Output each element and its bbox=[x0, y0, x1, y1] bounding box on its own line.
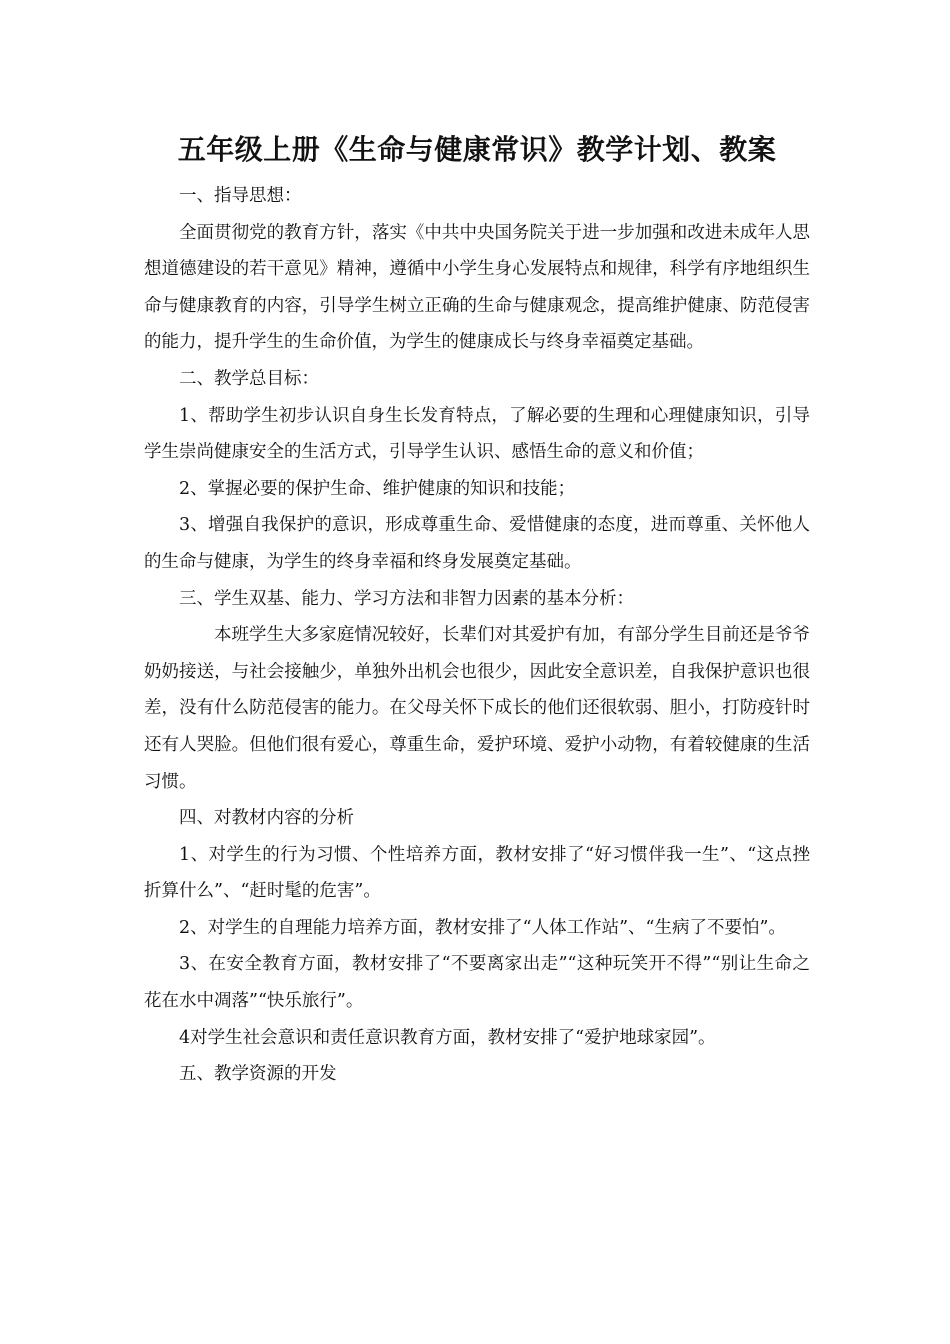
paragraph-textbook-3: 3、在安全教育方面，教材安排了“不要离家出走”“这种玩笑开不得”“别让生命之花在水中凋落”“快乐旅行”。 bbox=[144, 954, 810, 1012]
document-title: 五年级上册《生命与健康常识》教学计划、教案 bbox=[177, 133, 777, 166]
heading-guiding-ideology: 一、指导思想： bbox=[179, 186, 302, 206]
heading-teaching-goals: 二、教学总目标： bbox=[179, 368, 319, 389]
paragraph-student-analysis: 本班学生大多家庭情况较好，长辈们对其爱护有加，有部分学生目前还是爷爷奶奶接送，与社会接触少，单独外出机会也很少，因此安全意识差，自我保护意识也很差，没有什么防范侵害的能力。在父母关怀下成长的他们还很软弱、胆小，打防疫针时还有人哭脸。但他们很有爱心，尊重生命，爱护环境、爱护小动物，有着较健康的生活习惯。 bbox=[144, 625, 810, 792]
paragraph-textbook-1: 1、对学生的行为习惯、个性培养方面，教材安排了“好习惯伴我一生”、“这点挫折算什么”、“赶时髦的危害”。 bbox=[144, 844, 810, 902]
paragraph-goal-2: 2、掌握必要的保护生命、维护健康的知识和技能； bbox=[179, 478, 576, 499]
paragraph-textbook-2: 2、对学生的自理能力培养方面，教材安排了“人体工作站”、“生病了不要怕”。 bbox=[179, 917, 786, 938]
heading-student-analysis: 三、学生双基、能力、学习方法和非智力因素的基本分析： bbox=[179, 588, 634, 609]
paragraph-goal-1: 1、帮助学生初步认识自身生长发育特点，了解必要的生理和心理健康知识，引导学生崇尚健康安全的生活方式，引导学生认识、感悟生命的意义和价值； bbox=[144, 405, 810, 463]
paragraph-textbook-4: 4对学生社会意识和责任意识教育方面，教材安排了“爱护地球家园”。 bbox=[179, 1027, 716, 1048]
heading-resource-development: 五、教学资源的开发 bbox=[179, 1064, 337, 1085]
heading-textbook-analysis: 四、对教材内容的分析 bbox=[179, 808, 354, 829]
document-page bbox=[144, 128, 810, 1093]
paragraph-goal-3: 3、增强自我保护的意识，形成尊重生命、爱惜健康的态度，进而尊重、关怀他人的生命与健康，为学生的终身幸福和终身发展奠定基础。 bbox=[144, 515, 810, 572]
paragraph-guiding-ideology: 全面贯彻党的教育方针，落实《中共中央国务院关于进一步加强和改进未成年人思想道德建设的若干意见》精神，遵循中小学生身心发展特点和规律，科学有序地组织生命与健康教育的内容，引导学生树立正确的生命与健康观念，提高维护健康、防范侵害的能力，提升学生的生命价值，为学生的健康成长与终身幸福奠定基础。 bbox=[144, 222, 810, 353]
